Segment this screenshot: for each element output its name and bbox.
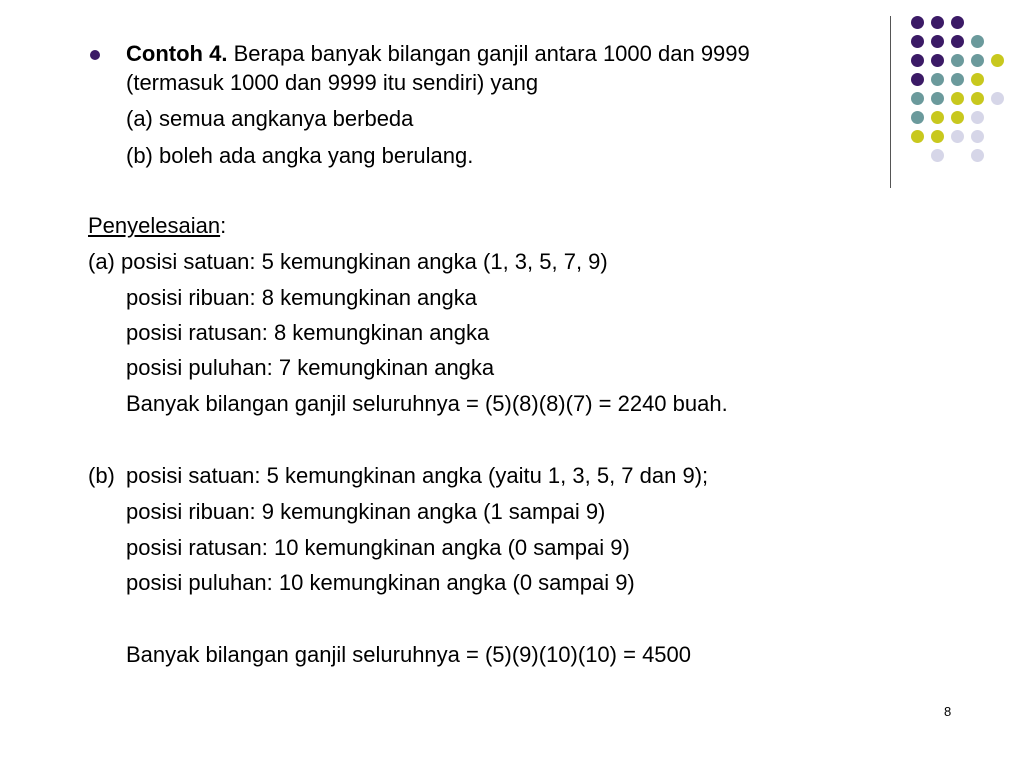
- decor-dot: [951, 130, 964, 143]
- decor-dot: [951, 73, 964, 86]
- decor-dot: [931, 35, 944, 48]
- decor-dot: [911, 130, 924, 143]
- decor-vertical-line: [890, 16, 891, 188]
- decor-dot: [951, 35, 964, 48]
- solution-b-line-3: posisi ratusan: 10 kemungkinan angka (0 sampai 9): [126, 535, 630, 560]
- decor-dot: [971, 54, 984, 67]
- decor-dot: [911, 35, 924, 48]
- decor-dot: [971, 111, 984, 124]
- solution-b-label: (b): [88, 463, 115, 488]
- decor-dot: [911, 111, 924, 124]
- decor-dot: [971, 35, 984, 48]
- solution-b-line-1: [88, 463, 708, 489]
- bullet-icon: [90, 50, 100, 60]
- decor-dot: [951, 54, 964, 67]
- decor-dot: [951, 111, 964, 124]
- decor-dot: [911, 73, 924, 86]
- solution-b-line-1-text: posisi satuan: 5 kemungkinan angka (yaitu 1, 3, 5, 7 dan 9);: [126, 463, 709, 488]
- decor-dot: [911, 16, 924, 29]
- decor-dot: [931, 149, 944, 162]
- solution-a-result: Banyak bilangan ganjil seluruhnya = (5)(8)(8)(7) = 2240 buah.: [126, 391, 728, 416]
- decor-dot: [911, 92, 924, 105]
- decor-dot: [971, 92, 984, 105]
- solution-heading: [88, 213, 226, 239]
- solution-a-line-2: posisi ribuan: 8 kemungkinan angka: [126, 285, 478, 310]
- decor-dot: [971, 149, 984, 162]
- solution-a-line-1: (a) posisi satuan: 5 kemungkinan angka (1, 3, 5, 7, 9): [88, 249, 608, 274]
- decor-dot: [931, 16, 944, 29]
- solution-b-result: Banyak bilangan ganjil seluruhnya = (5)(9)(10)(10) = 4500: [126, 642, 692, 667]
- solution-heading-colon: :: [220, 213, 227, 238]
- question-part-a: (a) semua angkanya berbeda: [126, 106, 414, 131]
- decor-dot: [951, 92, 964, 105]
- decor-dot: [971, 130, 984, 143]
- question-part-b: (b) boleh ada angka yang berulang.: [126, 143, 474, 168]
- question-text: Berapa banyak bilangan ganjil antara 1000 dan 9999: [233, 41, 750, 66]
- decor-dot: [931, 111, 944, 124]
- decor-dot: [971, 73, 984, 86]
- decor-dot: [931, 92, 944, 105]
- solution-b-line-4: posisi puluhan: 10 kemungkinan angka (0 sampai 9): [126, 570, 635, 595]
- example-label: Contoh 4.: [126, 41, 228, 66]
- decor-dot: [991, 54, 1004, 67]
- question-line-1: [126, 41, 750, 67]
- solution-b-line-2: posisi ribuan: 9 kemungkinan angka (1 sampai 9): [126, 499, 606, 524]
- decor-dot: [931, 130, 944, 143]
- decor-dot: [931, 54, 944, 67]
- page-number: 8: [944, 704, 952, 719]
- question-line-2: (termasuk 1000 dan 9999 itu sendiri) yang: [126, 70, 539, 95]
- solution-a-line-4: posisi puluhan: 7 kemungkinan angka: [126, 355, 495, 380]
- decor-dot: [951, 16, 964, 29]
- decor-dot: [991, 92, 1004, 105]
- solution-a-line-3: posisi ratusan: 8 kemungkinan angka: [126, 320, 490, 345]
- decor-dot: [931, 73, 944, 86]
- decor-dot: [911, 54, 924, 67]
- solution-heading-text: Penyelesaian: [88, 213, 221, 238]
